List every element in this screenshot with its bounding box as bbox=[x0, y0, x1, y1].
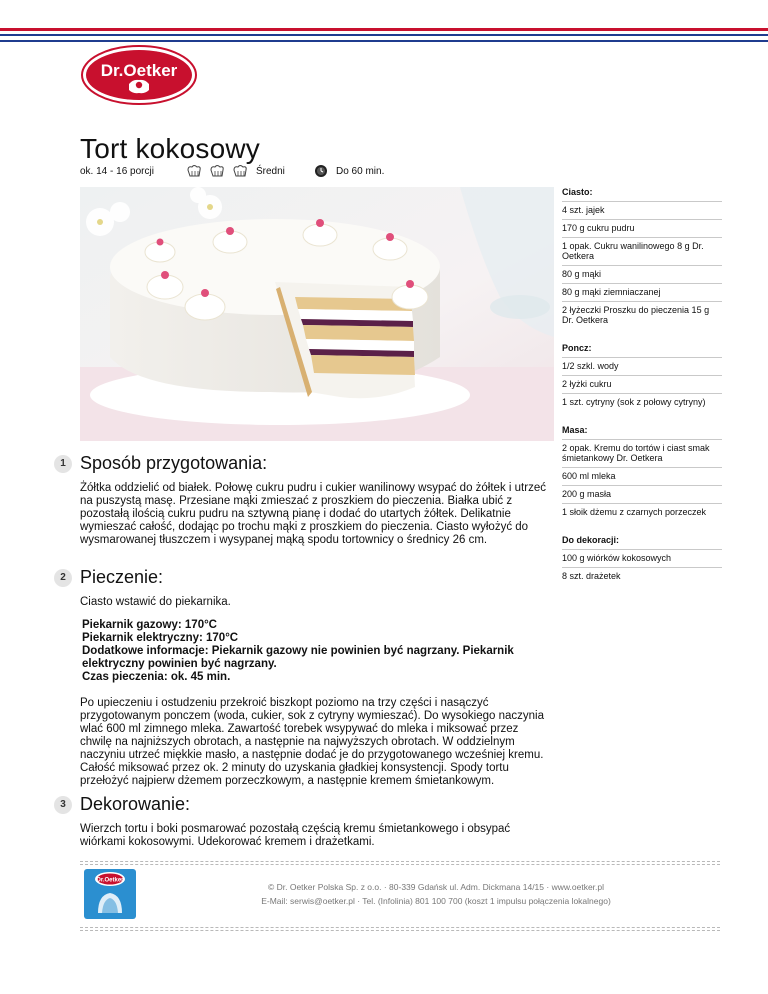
step-text: Po upieczeniu i ostudzeniu przekroić biszkopt poziomo na trzy części i nasączyć przygotowanym ponczem (woda, cukier, sok z cytryny wymieszać). Do wysokiego naczynia wlać 600 ml zimnego mleka. Zawartość torebek wsypywać do mleka i miksować przez chwilę na najniższych obrotach, a następnie na najwyższych obrotach. W oddzielnym naczyniu utrzeć miękkie masło, a następnie dodać je do przygotowanego wcześniej kremu. Całość miksować przez ok. 2 minuty do uzyskania gładkiej konsystencji. Spody tortu przełożyć najpierw dżemem porzeczkowym, a następnie kremem śmietankowym. bbox=[80, 697, 545, 787]
ingredient-section-title: Ciasto: bbox=[562, 187, 593, 197]
logo-text: Dr.Oetker bbox=[100, 61, 178, 80]
step-text: Wierzch tortu i boki posmarować pozostałą częścią kremu śmietankowego i obsypać wiórkami kokosowymi. Udekorować kremem i drażetkami. bbox=[80, 823, 511, 848]
ingredient-item: 80 g mąki bbox=[562, 265, 722, 283]
baking-time: Czas pieczenia: ok. 45 min. bbox=[82, 671, 231, 683]
step-number-badge: 1 bbox=[54, 455, 72, 473]
footer-divider-top bbox=[80, 861, 720, 862]
ingredient-item: 1 słoik dżemu z czarnych porzeczek bbox=[562, 503, 722, 521]
difficulty-text: Średni bbox=[256, 166, 285, 177]
ingredient-item: 170 g cukru pudru bbox=[562, 219, 722, 237]
ingredient-item: 2 łyżeczki Proszku do pieczenia 15 g Dr. Oetkera bbox=[562, 301, 722, 329]
step-intro: Ciasto wstawić do piekarnika. bbox=[80, 596, 231, 608]
step-title: Dekorowanie: bbox=[80, 794, 191, 814]
footer-divider-bottom-2 bbox=[80, 930, 720, 931]
step-title: Pieczenie: bbox=[80, 567, 164, 587]
time-text: Do 60 min. bbox=[336, 166, 385, 177]
footer-logo-badge bbox=[84, 869, 136, 919]
step-decoration bbox=[60, 794, 550, 849]
ingredient-section-title: Do dekoracji: bbox=[562, 535, 620, 545]
footer-contact: E-Mail: serwis@oetker.pl · Tel. (Infolinia) 801 100 700 (koszt 1 impulsu połączenia lokalnego) bbox=[261, 896, 611, 906]
step-title: Sposób przygotowania: bbox=[80, 453, 268, 473]
dr-oetker-logo bbox=[80, 44, 198, 106]
portions-text: ok. 14 - 16 porcji bbox=[80, 166, 154, 177]
ingredients-panel bbox=[562, 185, 722, 585]
ingredient-item: 4 szt. jajek bbox=[562, 201, 722, 219]
ingredient-item: 2 łyżki cukru bbox=[562, 375, 722, 393]
ingredient-item: 100 g wiórków kokosowych bbox=[562, 549, 722, 567]
baking-extra-info: Dodatkowe informacje: Piekarnik gazowy nie powinien być nagrzany. Piekarnik elektryczny powinien być nagrzany. bbox=[82, 645, 514, 670]
step-number-badge: 3 bbox=[54, 796, 72, 814]
ingredient-item: 1 szt. cytryny (sok z połowy cytryny) bbox=[562, 393, 722, 411]
cake-photo bbox=[80, 187, 554, 441]
header-stripe-blue-1 bbox=[0, 34, 768, 36]
step-text: Żółtka oddzielić od białek. Połowę cukru pudru i cukier wanilinowy wsypać do żółtek i utrzeć na puszystą masę. Przesiane mąki zmieszać z proszkiem do pieczenia. Białka ubić z pozostałą ilością cukru pudru na sztywną pianę i dodać do utartych żółtek. Delikatnie wymieszać całość, dodając po trochu mąki z proszkiem do pieczenia. Ciasto wyłożyć do wysmarowanej tłuszczem i wysypanej mąką spodu tortownicy o średnicy 26 cm. bbox=[80, 482, 546, 546]
step-preparation bbox=[60, 453, 550, 547]
footer-text bbox=[196, 880, 676, 908]
recipe-title: Tort kokosowy bbox=[80, 133, 260, 164]
baking-info bbox=[82, 619, 544, 684]
ingredient-item: 8 szt. drażetek bbox=[562, 567, 722, 585]
footer-divider-top-2 bbox=[80, 864, 720, 865]
header-stripe-blue-2 bbox=[0, 40, 768, 42]
baking-gas: Piekarnik gazowy: 170°C bbox=[82, 619, 217, 631]
ingredient-item: 1 opak. Cukru wanilinowego 8 g Dr. Oetkera bbox=[562, 237, 722, 265]
footer-divider-bottom bbox=[80, 927, 720, 928]
footer-logo-text: Dr.Oetker bbox=[96, 877, 124, 884]
footer-address: © Dr. Oetker Polska Sp. z o.o. · 80-339 Gdańsk ul. Adm. Dickmana 14/15 · www.oetker.pl bbox=[267, 882, 605, 892]
ingredient-item: 80 g mąki ziemniaczanej bbox=[562, 283, 722, 301]
ingredient-section-title: Poncz: bbox=[562, 343, 592, 353]
step-number-badge: 2 bbox=[54, 569, 72, 587]
ingredient-item: 1/2 szkl. wody bbox=[562, 357, 722, 375]
clock-icon bbox=[314, 164, 328, 181]
ingredient-item: 600 ml mleka bbox=[562, 467, 722, 485]
difficulty-chef-hat-icons bbox=[186, 164, 252, 181]
ingredient-item: 200 g masła bbox=[562, 485, 722, 503]
header-stripe-red bbox=[0, 28, 768, 31]
ingredient-section-title: Masa: bbox=[562, 425, 588, 435]
ingredient-item: 2 opak. Kremu do tortów i ciast smak śmietankowy Dr. Oetkera bbox=[562, 439, 722, 467]
baking-electric: Piekarnik elektryczny: 170°C bbox=[82, 632, 239, 644]
step-baking bbox=[60, 567, 550, 788]
